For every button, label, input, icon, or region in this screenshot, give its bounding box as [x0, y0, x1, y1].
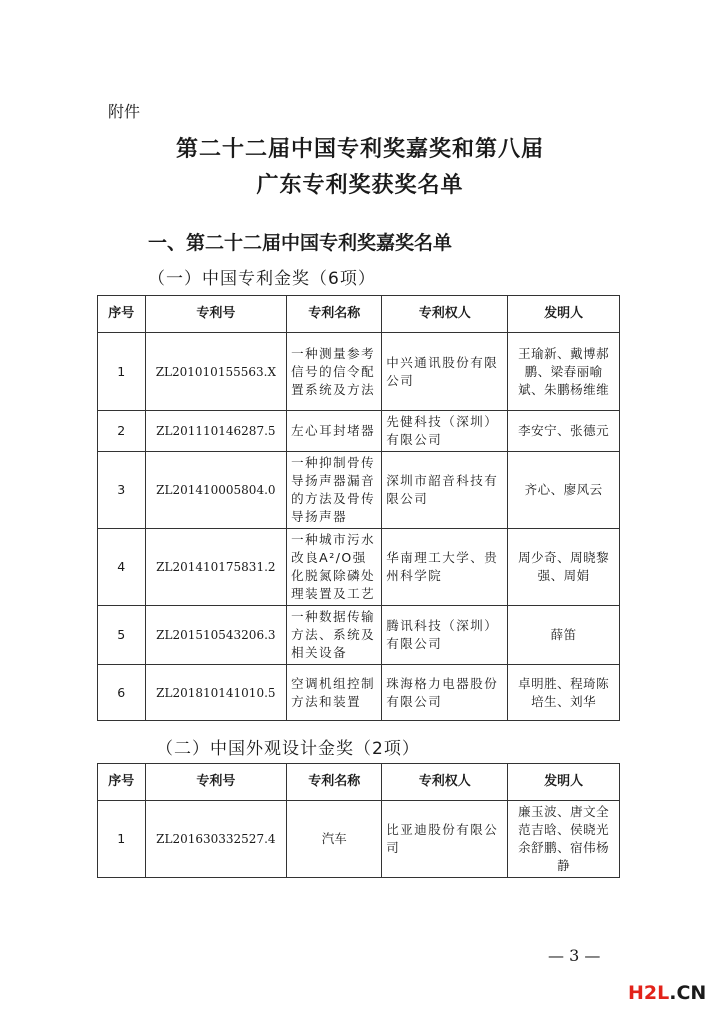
patent-name: 一种城市污水改良A²/O强化脱氮除磷处理装置及工艺 [287, 529, 382, 606]
row-no: 6 [98, 665, 146, 721]
patent-holder: 先健科技（深圳）有限公司 [382, 411, 508, 452]
header-patent-holder: 专利权人 [382, 296, 508, 333]
patent-name: 一种抑制骨传导扬声器漏音的方法及骨传导扬声器 [287, 452, 382, 529]
patent-holder: 深圳市韶音科技有限公司 [382, 452, 508, 529]
row-no: 5 [98, 606, 146, 665]
table-row [98, 333, 620, 411]
inventors: 李安宁、张德元 [508, 411, 620, 452]
row-no: 2 [98, 411, 146, 452]
section-heading: 一、第二十二届中国专利奖嘉奖名单 [148, 232, 453, 254]
header-inventors: 发明人 [508, 764, 620, 801]
watermark-part2: .CN [669, 982, 707, 1004]
patent-number: ZL201410175831.2 [145, 529, 287, 606]
patent-holder: 珠海格力电器股份有限公司 [382, 665, 508, 721]
patent-name: 一种测量参考信号的信令配置系统及方法 [287, 333, 382, 411]
patent-name: 一种数据传输方法、系统及相关设备 [287, 606, 382, 665]
attachment-label: 附件 [108, 102, 141, 121]
table-row [98, 665, 620, 721]
inventors: 薛笛 [508, 606, 620, 665]
patent-number: ZL201010155563.X [145, 333, 287, 411]
gold-award-table [97, 295, 620, 721]
design-award-table [97, 763, 620, 878]
table-header-row [98, 296, 620, 333]
patent-holder: 华南理工大学、贵州科学院 [382, 529, 508, 606]
document-title-line1: 第二十二届中国专利奖嘉奖和第八届 [175, 137, 544, 162]
row-no: 1 [98, 333, 146, 411]
table-row [98, 529, 620, 606]
inventors: 齐心、廖风云 [508, 452, 620, 529]
patent-number: ZL201630332527.4 [145, 801, 287, 878]
patent-name: 空调机组控制方法和装置 [287, 665, 382, 721]
watermark-part1: H2L [628, 982, 670, 1004]
header-no: 序号 [98, 764, 146, 801]
header-patent-number: 专利号 [145, 296, 287, 333]
header-inventors: 发明人 [508, 296, 620, 333]
patent-number: ZL201110146287.5 [145, 411, 287, 452]
header-no: 序号 [98, 296, 146, 333]
watermark-logo [628, 982, 706, 1004]
patent-number: ZL201510543206.3 [145, 606, 287, 665]
inventors: 卓明胜、程琦陈培生、刘华 [508, 665, 620, 721]
patent-holder: 比亚迪股份有限公司 [382, 801, 508, 878]
subsection-heading-design: （二）中国外观设计金奖（2项） [156, 739, 420, 759]
header-patent-name: 专利名称 [287, 764, 382, 801]
header-patent-holder: 专利权人 [382, 764, 508, 801]
subsection-heading-gold: （一）中国专利金奖（6项） [148, 269, 376, 289]
table-row [98, 452, 620, 529]
document-title-line2: 广东专利奖获奖名单 [256, 173, 464, 198]
row-no: 3 [98, 452, 146, 529]
patent-number: ZL201810141010.5 [145, 665, 287, 721]
inventors: 周少奇、周晓黎强、周娟 [508, 529, 620, 606]
table-row [98, 801, 620, 878]
table-row [98, 606, 620, 665]
patent-number: ZL201410005804.0 [145, 452, 287, 529]
row-no: 1 [98, 801, 146, 878]
table-row [98, 411, 620, 452]
page-number: — 3 — [548, 946, 601, 965]
header-patent-number: 专利号 [145, 764, 287, 801]
patent-name: 汽车 [287, 801, 382, 878]
row-no: 4 [98, 529, 146, 606]
patent-name: 左心耳封堵器 [287, 411, 382, 452]
patent-holder: 腾讯科技（深圳）有限公司 [382, 606, 508, 665]
inventors: 廉玉波、唐文全范吉晗、侯晓光余舒鹏、宿伟杨静 [508, 801, 620, 878]
patent-holder: 中兴通讯股份有限公司 [382, 333, 508, 411]
header-patent-name: 专利名称 [287, 296, 382, 333]
table-header-row [98, 764, 620, 801]
inventors: 王瑜新、戴博郝鹏、梁春丽喻斌、朱鹏杨维维 [508, 333, 620, 411]
